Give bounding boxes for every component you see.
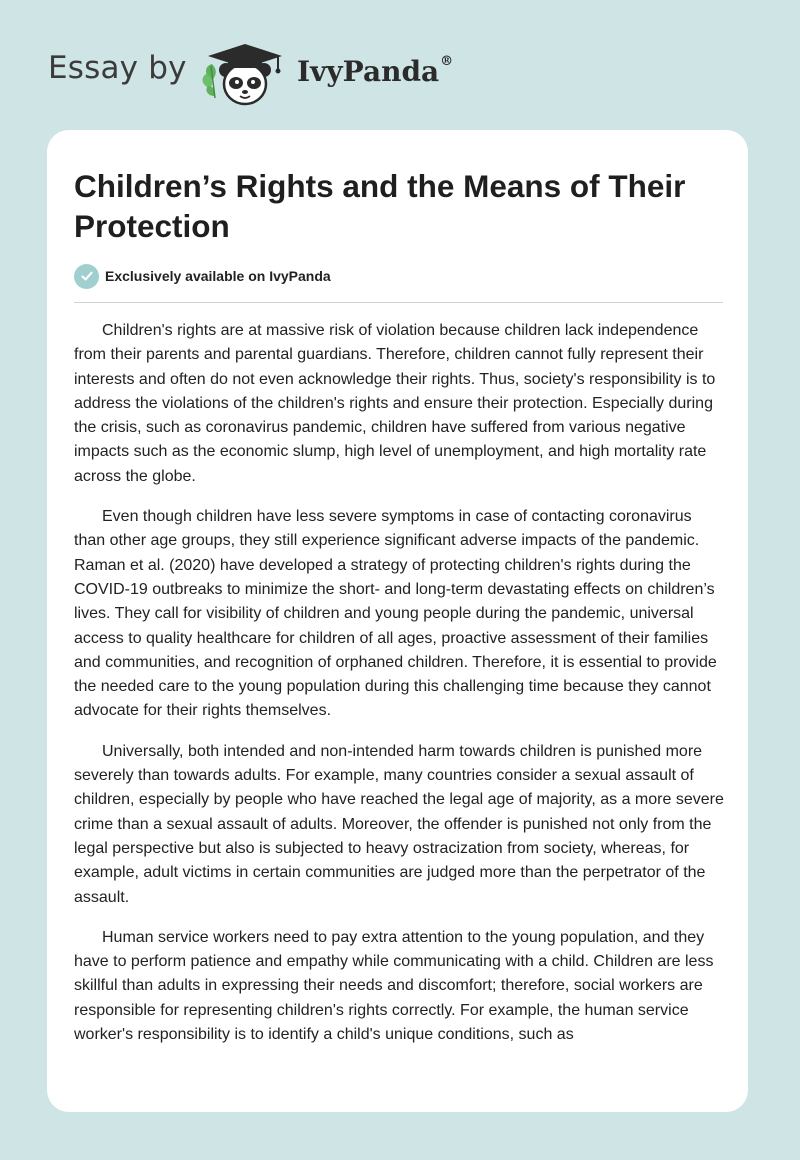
exclusive-badge bbox=[74, 263, 331, 289]
paragraph: Human service workers need to pay extra attention to the young population, and they have to perform patience and empathy while communicating with a child. Children are less skillful than adults in expressing their needs and discomfort; therefore, social workers are responsible for representing children's rights correctly. For example, the human service worker's responsibility is to identify a child's unique conditions, such as bbox=[74, 928, 714, 1044]
essay-body bbox=[74, 319, 726, 1063]
panda-graduate-logo-icon[interactable] bbox=[198, 36, 292, 110]
page-title: Children’s Rights and the Means of Their Protection bbox=[74, 168, 686, 244]
check-circle-icon bbox=[74, 264, 99, 289]
registered-mark: ® bbox=[440, 53, 454, 69]
paragraph: Even though children have less severe symptoms in case of contacting coronavirus than other age groups, they still experience significant adverse impacts of the pandemic. Raman et al. (2020) have developed a strategy of protecting children's rights during the COVID-19 outbreaks to minimize the short- and long-term devastating effects on children’s lives. They call for visibility of children and young people during the pandemic, universal access to quality healthcare for children of all ages, proactive assessment of their families and communities, and recognition of orphaned children. Therefore, it is essential to provide the needed care to the young population during this challenging time because they cannot advocate for their rights themselves. bbox=[74, 508, 717, 720]
brand-name[interactable] bbox=[297, 55, 453, 88]
site-header bbox=[0, 0, 800, 130]
exclusive-label: Exclusively available on IvyPanda bbox=[105, 268, 331, 284]
essay-by-label: Essay by bbox=[48, 50, 187, 86]
brand-name-text: IvyPanda bbox=[297, 55, 440, 88]
paragraph: Universally, both intended and non-intended harm towards children is punished more severely than towards adults. For example, many countries consider a sexual assault of children, especially by people who have reached the legal age of majority, as a more severe crime than a sexual assault of adults. Moreover, the offender is punished not only from the legal perspective but also is subjected to heavy ostracization from society, whereas, for example, adult victims in certain communities are judged more than the perpetrator of the assault. bbox=[74, 742, 724, 906]
essay-card bbox=[47, 130, 748, 1112]
divider bbox=[74, 302, 723, 303]
paragraph: Children's rights are at massive risk of violation because children lack independence from their parents and parental guardians. Therefore, children cannot fully represent their interests and often do not even acknowledge their rights. Thus, society's responsibility is to address the violations of the children's rights and ensure their protection. Especially during the crisis, such as coronavirus pandemic, children have suffered from various negative impacts such as the economic slump, high level of unemployment, and high mortality rate across the globe. bbox=[74, 322, 716, 485]
